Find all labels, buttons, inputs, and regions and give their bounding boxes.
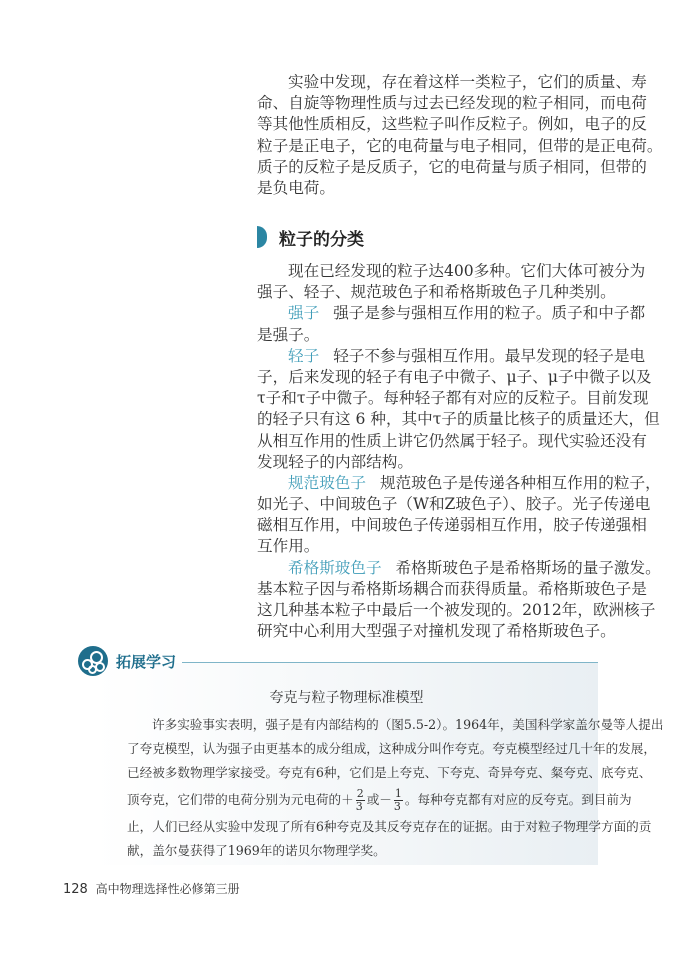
text-line: 发现轻子的内部结构。	[257, 452, 413, 471]
text-line: 研究中心利用大型强子对撞机发现了希格斯玻色子。	[257, 622, 616, 641]
extension-text	[127, 713, 664, 863]
page-footer	[63, 880, 240, 897]
numerator: 2	[356, 787, 364, 800]
text-line: 子，后来发现的轻子有电子中微子、μ子、μ子中微子以及	[257, 367, 652, 386]
text: 规范玻色子是传递各种相互作用的粒子，	[379, 473, 661, 492]
section-title: 粒子的分类	[279, 229, 364, 250]
intro-paragraph	[257, 72, 663, 199]
section-heading	[257, 224, 364, 250]
text-line: 从相互作用的性质上讲它仍然属于轻子。现代实验还没有	[257, 431, 647, 450]
text-line: τ子和τ子中微子。每种轻子都有对应的反粒子。目前发现	[257, 389, 649, 408]
text-line: 质子的反粒子是反质子，它的电荷量与质子相同，但带的	[257, 157, 647, 176]
text: 或－	[366, 792, 392, 807]
term-hadron: 强子	[288, 304, 320, 323]
extension-header	[78, 646, 176, 676]
text-line: 止，人们已经从实验中发现了所有6种夸克及其反夸克存在的证据。由于对粒子物理学方面的贡	[127, 819, 652, 834]
text-line: 献，盖尔曼获得了1969年的诺贝尔物理学奖。	[127, 843, 386, 858]
text-line: 互作用。	[257, 537, 320, 556]
text-line: 实验中发现，存在着这样一类粒子，它们的质量、寿	[288, 73, 647, 91]
text-line: 强子、轻子、规范玻色子和希格斯玻色子几种类别。	[257, 283, 616, 302]
molecule-icon	[78, 646, 108, 676]
extension-box	[95, 663, 664, 865]
extension-label: 拓展学习	[116, 652, 177, 671]
numerator: 1	[394, 787, 402, 800]
term-higgs-boson: 希格斯玻色子	[288, 558, 382, 577]
text-line: 命、自旋等物理性质与过去已经发现的粒子相同，而电荷	[257, 94, 647, 113]
text-line: 等其他性质相反，这些粒子叫作反粒子。例如，电子的反	[257, 115, 647, 134]
page-number: 128	[63, 882, 88, 897]
gauge-line	[257, 473, 661, 494]
denominator: 3	[355, 800, 363, 813]
text-line: 这几种基本粒子中最后一个被发现的。2012年，欧洲核子	[257, 601, 656, 619]
extension-title: 夸克与粒子物理标准模型	[269, 690, 424, 706]
term-lepton: 轻子	[288, 346, 320, 365]
text-line: 基本粒子因与希格斯场耦合而获得质量。希格斯玻色子是	[257, 579, 647, 598]
text: 顶夸克，它们带的电荷分别为元电荷的＋	[127, 792, 354, 807]
divider	[182, 662, 598, 663]
text-line: 是负电荷。	[257, 178, 335, 197]
higgs-line	[257, 558, 661, 579]
fraction-two-thirds	[356, 788, 365, 813]
heading-marker-icon	[257, 226, 267, 248]
text-line: 的轻子只有这 6 种，其中τ子的质量比核子的质量还大，但	[257, 410, 660, 429]
text: 轻子不参与强相互作用。最早发现的轻子是电	[333, 346, 646, 365]
text-line: 是强子。	[257, 325, 320, 344]
term-gauge-boson: 规范玻色子	[288, 473, 366, 492]
fraction-line	[127, 785, 632, 815]
hadron-line	[257, 303, 646, 324]
text-line: 粒子是正电子，它的电荷量与电子相同，但带的是正电荷。	[257, 136, 663, 155]
text-line: 如光子、中间玻色子（W和Z玻色子）、胶子。光子传递电	[257, 495, 651, 514]
text-line: 已经被多数物理学家接受。夸克有6种，它们是上夸克、下夸克、奇异夸克、粲夸克、底夸克、	[127, 765, 652, 780]
classification-text	[257, 261, 661, 642]
book-title: 高中物理选择性必修第三册	[95, 882, 240, 896]
text: 希格斯玻色子是希格斯场的量子激发。	[395, 558, 661, 577]
text: 强子是参与强相互作用的粒子。质子和中子都	[333, 304, 646, 323]
text-line: 了夸克模型，认为强子由更基本的成分组成，这种成分叫作夸克。夸克模型经过几十年的发展，	[127, 741, 656, 756]
text: 。每种夸克都有对应的反夸克。到目前为	[404, 792, 632, 807]
fraction-one-third	[394, 788, 403, 813]
text-line: 许多实验事实表明，强子是有内部结构的（图5.5-2）。1964年，美国科学家盖尔曼等人提出	[152, 717, 664, 732]
denominator: 3	[393, 800, 401, 813]
text-line: 磁相互作用，中间玻色子传递弱相互作用，胶子传递强相	[257, 516, 647, 535]
lepton-line	[257, 346, 646, 367]
text-line: 现在已经发现的粒子达400多种。它们大体可被分为	[288, 262, 646, 280]
